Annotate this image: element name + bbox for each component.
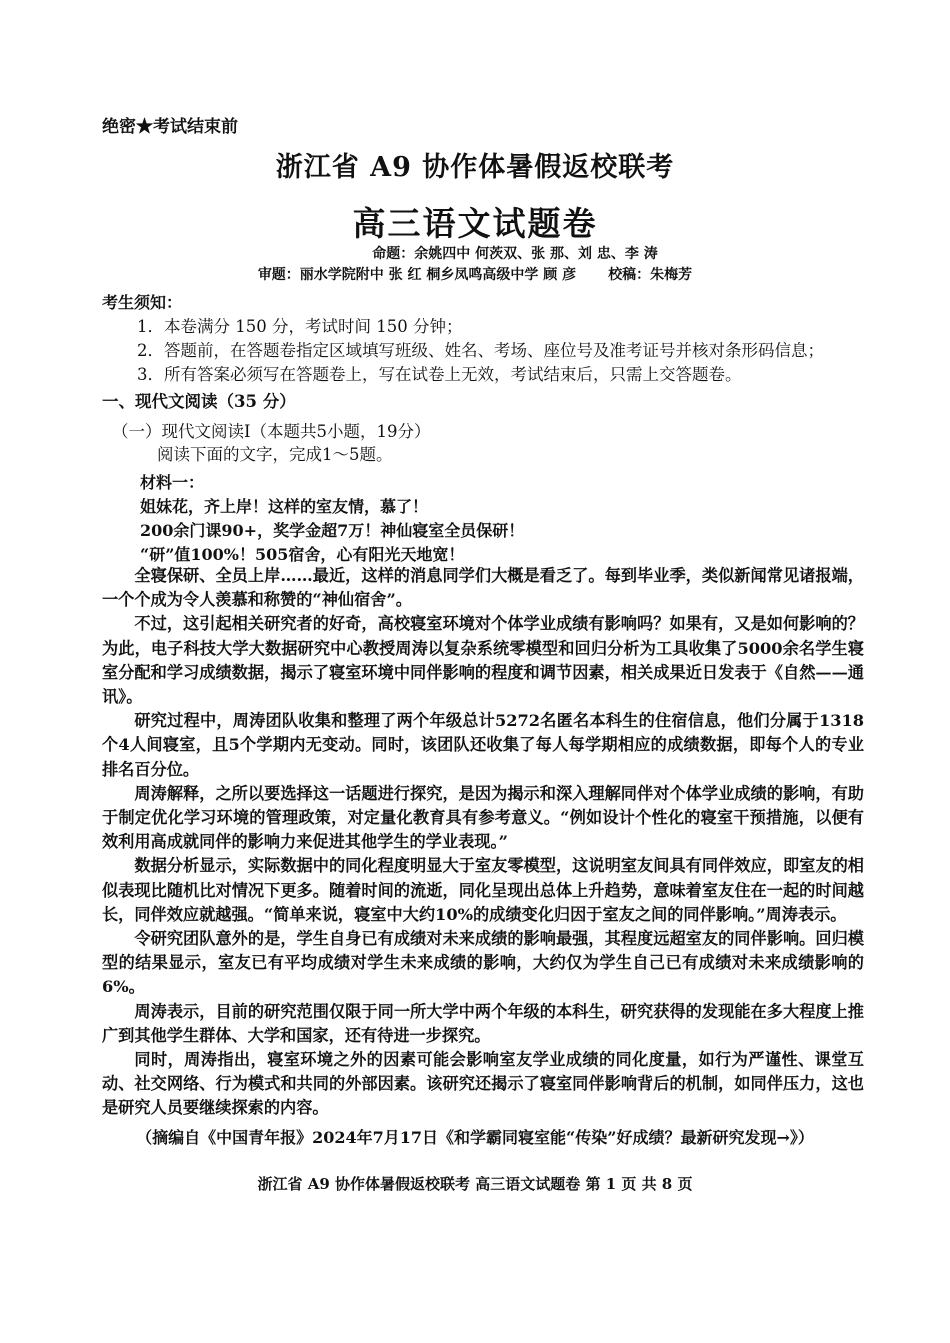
article-paragraph: 同时，周涛指出，寝室环境之外的因素可能会影响室友学业成绩的同化度量，如行为严谨性、课堂互动、社交网络、行为模式和共同的外部因素。该研究还揭示了寝室同伴影响背后的机制，如同伴压力，这也是研究人员要继续探索的内容。 xyxy=(102,1050,864,1118)
article-paragraph: 数据分析显示，实际数据中的同化程度明显大于室友零模型，这说明室友间具有同伴效应，即室友的相似表现比随机比对情况下更多。随着时间的流逝，同化呈现出总体上升趋势，意味着室友住在一起的时间越长，同伴效应就越强。“简单来说，寝室中大约10%的成绩变化归因于室友之间的同伴影响。”周涛表示。 xyxy=(102,856,864,924)
credit-proofreader: 校稿：朱梅芳 xyxy=(608,267,693,283)
article-paragraph: 全寝保研、全员上岸……最近，这样的消息同学们大概是看乏了。每到毕业季，类似新闻常见诸报端，一个个成为令人羡慕和称赞的“神仙宿舍”。 xyxy=(102,566,864,610)
article-paragraph: 令研究团队意外的是，学生自身已有成绩对未来成绩的影响最强，其程度远超室友的同伴影响。回归模型的结果显示，室友已有平均成绩对学生未来成绩的影响，大约仅为学生自己已有成绩对未来成绩影响的6%。 xyxy=(102,929,864,997)
article-source: （摘编自《中国青年报》2024年7月17日《和学霸同寝室能“传染”好成绩？最新研究发现→》） xyxy=(136,1128,814,1147)
credit-authors: 命题：余姚四中 何茨双、张 那、刘 忠、李 涛 xyxy=(372,246,658,262)
exam-title: 浙江省 A9 协作体暑假返校联考 xyxy=(275,152,675,183)
notice-item-1: 1．本卷满分 150 分，考试时间 150 分钟； xyxy=(137,317,463,336)
article-paragraph: 研究过程中，周涛团队收集和整理了两个年级总计5272名匿名本科生的住宿信息，他们分属于1318个4人间寝室，且5个学期内无变动。同时，该团队还收集了每人每学期相应的成绩数据，即每个人的专业排名百分位。 xyxy=(102,711,864,779)
headline-2: 200余门课90+，奖学金超7万！神仙寝室全员保研！ xyxy=(140,521,525,540)
section-subtitle: （一）现代文阅读Ⅰ（本题共5小题，19分） xyxy=(112,422,431,441)
notice-item-3: 3．所有答案必须写在答题卷上，写在试卷上无效，考试结束后，只需上交答题卷。 xyxy=(137,365,742,384)
notice-heading: 考生须知： xyxy=(102,293,183,312)
material-label: 材料一： xyxy=(140,473,205,492)
credit-reviewers: 审题：丽水学院附中 张 红 桐乡凤鸣高级中学 顾 彦 xyxy=(257,267,577,283)
confidential-label: 绝密★考试结束前 xyxy=(102,117,238,137)
headline-1: 姐妹花，齐上岸！这样的室友情，慕了！ xyxy=(140,497,429,516)
reading-instruction: 阅读下面的文字，完成1～5题。 xyxy=(157,445,393,464)
section-title: 一、现代文阅读（35 分） xyxy=(102,392,296,411)
article-body xyxy=(102,564,864,1121)
headline-3: “研”值100%！505宿舍，心有阳光天地宽！ xyxy=(140,545,465,564)
page-footer: 浙江省 A9 协作体暑假返校联考 高三语文试题卷 第 1 页 共 8 页 xyxy=(257,1175,693,1193)
paper-title: 高三语文试题卷 xyxy=(352,204,598,243)
notice-item-2: 2．答题前，在答题卷指定区域填写班级、姓名、考场、座位号及准考证号并核对条形码信息； xyxy=(137,341,824,360)
article-paragraph: 周涛表示，目前的研究范围仅限于同一所大学中两个年级的本科生，研究获得的发现能在多大程度上推广到其他学生群体、大学和国家，还有待进一步探究。 xyxy=(102,1001,864,1045)
credit-review xyxy=(0,264,950,284)
article-paragraph: 不过，这引起相关研究者的好奇，高校寝室环境对个体学业成绩有影响吗？如果有，又是如何影响的？为此，电子科技大学大数据研究中心教授周涛以复杂系统零模型和回归分析为工具收集了5000余名学生寝室分配和学习成绩数据，揭示了寝室环境中同伴影响的程度和调节因素，相关成果近日发表于《自然——通讯》。 xyxy=(102,614,864,707)
article-paragraph: 周涛解释，之所以要选择这一话题进行探究，是因为揭示和深入理解同伴对个体学业成绩的影响，有助于制定优化学习环境的管理政策，对定量化教育具有参考意义。“例如设计个性化的寝室干预措施，以便有效利用高成就同伴的影响力来促进其他学生的学业表现。” xyxy=(102,783,864,852)
